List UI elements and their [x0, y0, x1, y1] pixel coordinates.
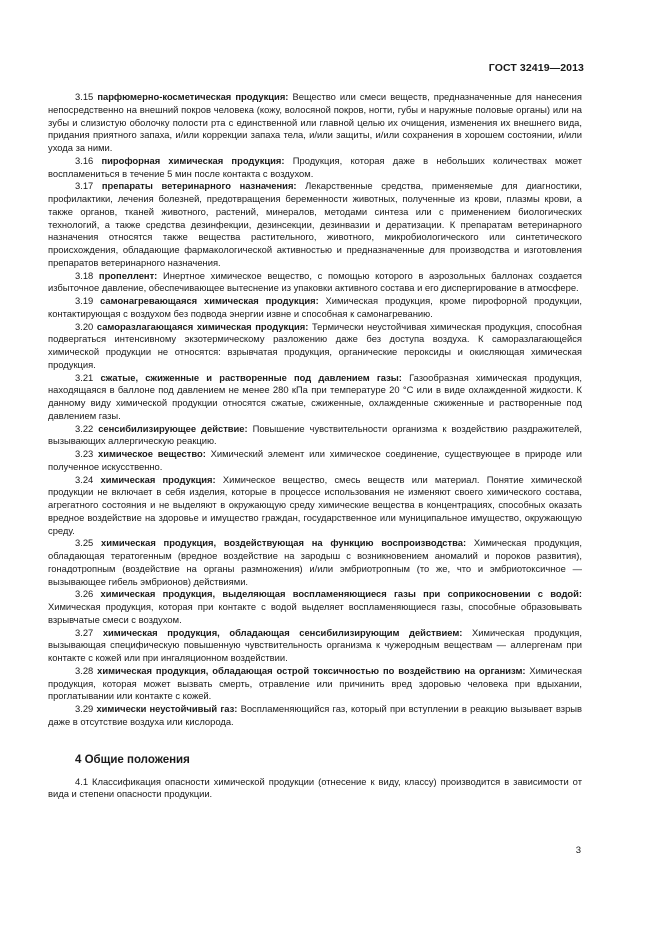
definition-3-26: [48, 588, 582, 626]
clause-number: 3.27: [75, 626, 94, 638]
document-standard-number: ГОСТ 32419—2013: [488, 62, 584, 74]
section-heading: 4 Общие положения: [75, 753, 190, 766]
definition-text: Инертное химическое вещество, с помощью которого в аэрозольных баллонах создается избыточное давление, обеспечивающее вытеснение из упаковки активного состава и его диспергирование в атмосфере.: [48, 269, 582, 294]
definition-text: Химическая продукция, которая может вызвать смерть, отравление или причинить вред здоровью человека при вдыхании, проглатывании или контакте с кожей.: [48, 664, 582, 702]
definition-text: Лекарственные средства, применяемые для диагностики, профилактики, лечения болезней, предотвращения беременности животных, полученные из крови, плазмы крови, а также органов, тканей животного, растений, минералов, методами синтеза или с применением биологических технологий, а также средства дезинфекции, дезинсекции, дезинвазии и дератизации. К препаратам ветеринарного назначения относятся также вещества растительного, животного, микробиологического или синтетического происхождения, обладающие фармакологической активностью и предназначенные для производства и изготовления препаратов ветеринарного назначения.: [48, 180, 582, 268]
term: сжатые, сжиженные и растворенные под давлением газы:: [100, 371, 402, 383]
term: парфюмерно-косметическая продукция:: [97, 91, 289, 102]
definition-3-19: [48, 295, 582, 321]
term: химическая продукция, обладающая острой токсичностью по воздействию на организм:: [97, 664, 526, 676]
clause-number: 3.16: [75, 154, 94, 166]
clause-number: 3.20: [75, 320, 94, 332]
definition-text: Повышение чувствительности организма к воздействию раздражителей, вызывающих аллергическую реакцию.: [48, 422, 582, 447]
definition-3-28: [48, 665, 582, 703]
term: химическое вещество:: [98, 448, 206, 459]
definition-text: Газообразная химическая продукция, находящаяся в баллоне под давлением не менее 280 кПа при температуре 20 °С или в виде охлажденной жидкости. К данному виду химической продукции относятся сжатые, сжиженные, охлажденные сжиженные и растворенные под давлением газы.: [48, 371, 583, 421]
definition-text: Химическая продукция, кроме пирофорной продукции, контактирующая с воздухом без подвода энергии извне и способная к самонагреванию.: [48, 295, 582, 319]
clause-number: 3.24: [75, 473, 94, 485]
definition-3-21: [48, 372, 582, 423]
clause-number: 3.19: [75, 295, 94, 306]
definition-3-23: [48, 448, 582, 474]
term: химическая продукция, обладающая сенсибилизирующим действием:: [102, 626, 463, 638]
clause-number: 3.15: [75, 91, 94, 102]
clause-number: 3.29: [75, 703, 94, 714]
section-paragraph: 4.1 Классификация опасности химической продукции (отнесение к виду, классу) производится в зависимости от вида и степени опасности продукции.: [48, 775, 582, 800]
term: самонагревающаяся химическая продукция:: [100, 295, 319, 306]
clause-number: 3.25: [75, 537, 94, 549]
term: саморазлагающаяся химическая продукция:: [96, 320, 309, 332]
term: химическая продукция:: [100, 473, 216, 485]
term: препараты ветеринарного назначения:: [101, 180, 297, 192]
definition-3-16: [48, 155, 582, 181]
definition-3-20: [48, 321, 582, 372]
definition-3-18: [48, 270, 582, 296]
definition-text: Химическое вещество, смесь веществ или материал. Понятие химической продукции не включает в себя изделия, которые в процессе использования не изменяют своего химического состава, агрегатного состояния и не выделяют в окружающую среду химические вещества в концентрациях, способных оказать вредное воздействие на здоровье и имущество граждан, государственное или муниципальное имущество, окружающую среду.: [48, 473, 582, 536]
document-body: [48, 91, 582, 801]
clause-number: 3.22: [75, 422, 94, 434]
definition-3-24: [48, 474, 582, 538]
definition-3-27: [48, 627, 582, 665]
definition-text: Химическая продукция, вызывающая специфическую повышенную чувствительность организма к чужеродным веществам — аллергенам при контакте с кожей или при ингаляционном воздействии.: [48, 626, 582, 663]
term: химическая продукция, воздействующая на функцию воспроизводства:: [101, 537, 467, 549]
definition-3-17: [48, 180, 582, 269]
definition-3-25: [48, 537, 582, 588]
definition-text: Продукция, которая даже в небольших количествах может воспламениться в течение 5 мин после контакта с воздухом.: [48, 154, 583, 179]
term: химически неустойчивый газ:: [96, 703, 238, 714]
term: пирофорная химическая продукция:: [101, 154, 285, 166]
definition-text: Термически неустойчивая химическая продукция, способная подвергаться интенсивному экзотермическому разложению даже без доступа воздуха. К саморазлагающейся химической продукции не относятся: взрывчатая продукция, органические пероксиды и окисляющая химическая продукция.: [48, 320, 583, 370]
clause-number: 3.28: [75, 664, 94, 676]
clause-number: 3.23: [75, 448, 94, 459]
definition-text: Химический элемент или химическое соединение, существующее в природе или полученное искусственно.: [48, 448, 583, 472]
definition-text: Воспламеняющийся газ, который при вступлении в реакцию вызывает взрыв даже в отсутствие воздуха или кислорода.: [48, 703, 583, 727]
definition-text: Химическая продукция, которая при контакте с водой выделяет воспламеняющиеся газы, способные образовывать взрывчатые смеси с воздухом.: [48, 601, 582, 625]
definition-3-29: [48, 703, 582, 729]
page-number: 3: [575, 845, 581, 856]
clause-number: 3.17: [75, 180, 94, 192]
term: химическая продукция, выделяющая воспламеняющиеся газы при соприкосновении с водой:: [100, 588, 583, 600]
clause-number: 3.21: [75, 371, 94, 383]
definition-text: Химическая продукция, обладающая тератогенным (вредное воздействие на зародыш с возникновением аномалий и пороков развития), гонадотропным (воздействие на органы размножения) и/или эмбриотропным (то же, что и эмбриотоксичное — вызывающее гибель эмбрионов) действиями.: [48, 537, 582, 587]
definition-text: Вещество или смеси веществ, предназначенные для нанесения непосредственно на внешний покров человека (кожу, волосяной покров, ногти, губы и наружные половые органы) или на зубы и слизистую оболочку полости рта с единственной или главной целью их очищения, изменения их внешнего вида, придания приятного запаха, и/или коррекции запаха тела, и/или защиты, и/или сохранения в хорошем состоянии, и/или ухода за ними.: [48, 91, 582, 153]
clause-number: 3.18: [75, 269, 94, 281]
clause-number: 3.26: [75, 588, 94, 600]
definition-3-22: [48, 423, 582, 449]
definition-3-15: [48, 91, 582, 155]
term: сенсибилизирующее действие:: [98, 422, 248, 434]
term: пропеллент:: [98, 269, 158, 281]
